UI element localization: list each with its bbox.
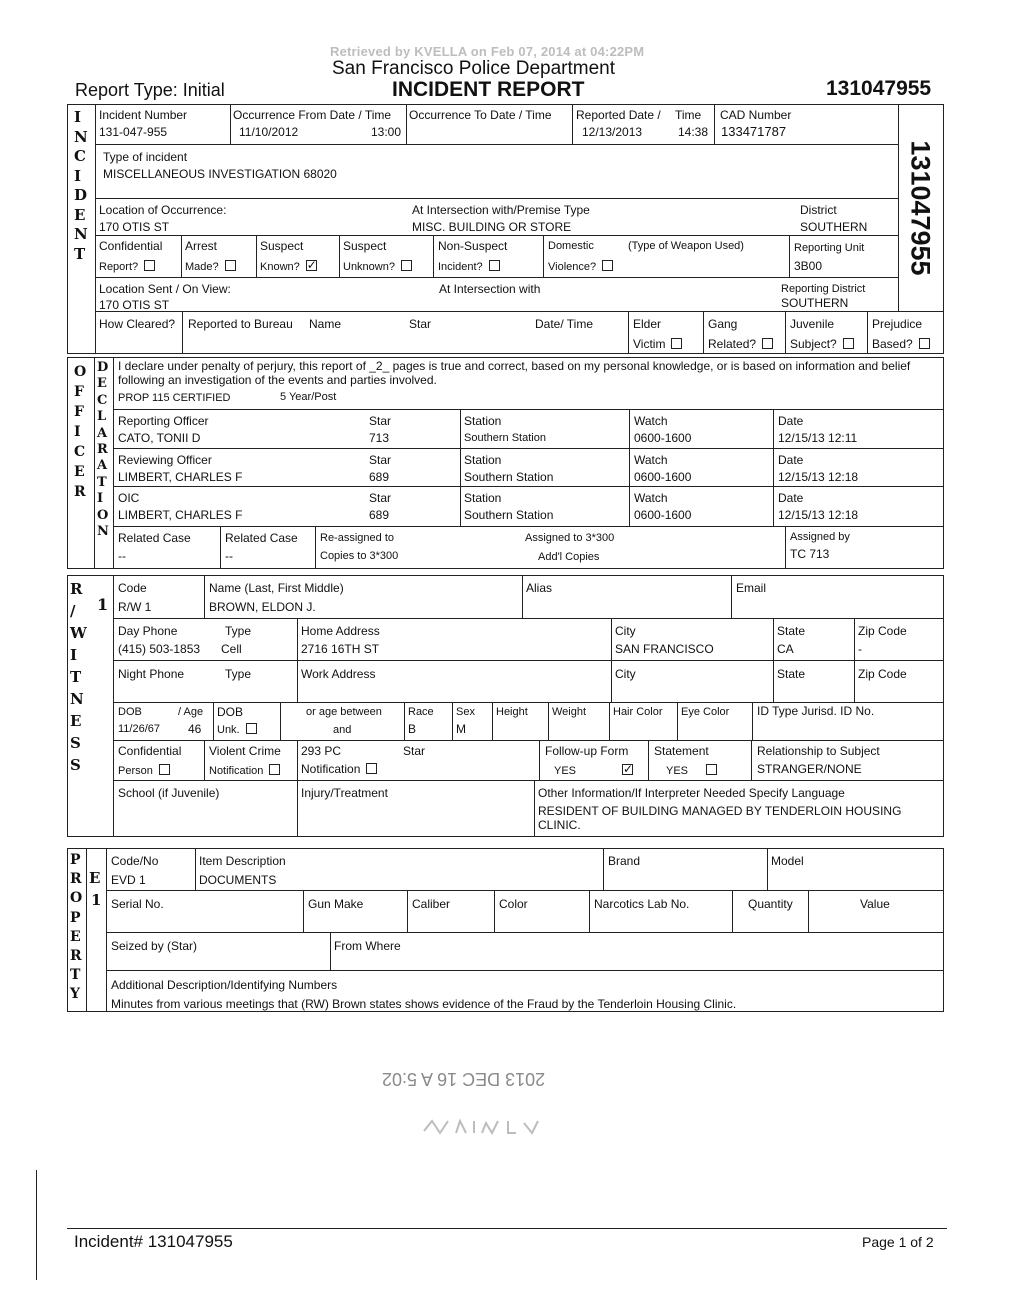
bureau-datetime-label: Date/ Time (535, 317, 594, 331)
juvenile-subject-checkbox[interactable]: Subject? (790, 335, 854, 353)
department-name: San Francisco Police Department (332, 58, 616, 79)
id-type-label: ID Type Jurisd. ID No. (757, 704, 875, 718)
reporting-unit-label: Reporting Unit (794, 242, 865, 254)
reporting-district-label: Reporting District (781, 283, 866, 295)
reported-date-label: Reported Date / (576, 108, 661, 122)
color-label: Color (499, 897, 528, 911)
state-label: State (777, 624, 806, 638)
age-between-label: or age between (306, 706, 382, 718)
declaration-text: I declare under penalty of perjury, this report of _2_ pages is true and correct, based on my personal knowledge, or is based on information and belief (118, 359, 911, 373)
confidential-report-checkbox[interactable]: Report? (99, 258, 155, 276)
suspect-unknown-label: Suspect (343, 239, 387, 253)
age: 46 (188, 722, 202, 736)
footer-incident-number: Incident# 131047955 (74, 1232, 233, 1251)
cad-number: 133471787 (721, 124, 787, 139)
witness-index: 1 (97, 595, 109, 614)
bureau-name-label: Name (309, 317, 342, 331)
arrest-label: Arrest (185, 239, 218, 253)
model-label: Model (771, 854, 804, 868)
incident-type: MISCELLANEOUS INVESTIGATION 68020 (103, 167, 337, 181)
school-label: School (if Juvenile) (118, 786, 220, 800)
witness-name-label: Name (Last, First Middle) (209, 581, 344, 595)
year-post: 5 Year/Post (280, 391, 337, 403)
statement-yes-checkbox[interactable]: YES (666, 762, 717, 780)
additional-description: Minutes from various meetings that (RW) Brown states shows evidence of the Fraud by the Tenderloin Housing Clinic. (111, 997, 737, 1011)
arrest-made-checkbox[interactable]: Made? (185, 258, 236, 276)
assigned-by: TC 713 (790, 547, 830, 561)
additional-description-label: Additional Description/Identifying Numbers (111, 978, 338, 992)
sent-intersection-label: At Intersection with (439, 282, 541, 296)
value-label: Value (860, 897, 890, 911)
home-address: 2716 16TH ST (301, 642, 380, 656)
dob: 11/26/67 (118, 723, 161, 735)
night-phone-label: Night Phone (118, 667, 185, 681)
work-address-label: Work Address (301, 667, 376, 681)
dob-label: DOB (118, 706, 142, 718)
property-code-label: Code/No (111, 854, 159, 868)
faded-stamp-mark (420, 1115, 544, 1141)
additional-copies: Add'l Copies (538, 551, 600, 563)
relationship: STRANGER/NONE (757, 762, 862, 776)
gang-related-checkbox[interactable]: Related? (708, 335, 773, 353)
witness-star-label: Star (403, 744, 426, 758)
caliber-label: Caliber (412, 897, 451, 911)
district-label: District (800, 203, 837, 217)
assigned-by-label: Assigned by (790, 531, 850, 543)
pc-293-label: 293 PC (301, 744, 342, 758)
report-type: Report Type: Initial (75, 80, 225, 100)
non-suspect-incident-checkbox[interactable]: Incident? (438, 258, 500, 276)
prejudice-label: Prejudice (872, 317, 923, 331)
suspect-known-checkbox[interactable]: Known?✓ (260, 258, 317, 276)
statement-label: Statement (654, 744, 709, 758)
dob-unknown-label: DOB (217, 705, 244, 719)
premise-type: MISC. BUILDING OR STORE (412, 220, 572, 234)
sex: M (456, 722, 466, 736)
related-case: -- (118, 549, 126, 563)
reporting-district: SOUTHERN (781, 296, 849, 310)
property-tag: E (89, 869, 101, 887)
other-information-label: Other Information/If Interpreter Needed Specify Language (538, 786, 845, 800)
quantity-label: Quantity (748, 897, 793, 911)
work-zip-label: Zip Code (858, 667, 907, 681)
how-cleared-label: How Cleared? (99, 317, 176, 331)
related-case-label: Related Case (118, 531, 191, 545)
incident-number: 131-047-955 (99, 125, 168, 139)
witness-code: R/W 1 (118, 600, 152, 614)
premise-label: At Intersection with/Premise Type (412, 203, 590, 217)
other-information-2: CLINIC. (538, 818, 581, 832)
elder-victim-checkbox[interactable]: Victim (633, 335, 682, 353)
confidential-person-checkbox[interactable]: Person (118, 762, 170, 780)
item-description: DOCUMENTS (199, 873, 277, 887)
property-section-letters: P R O P E R T Y (70, 852, 83, 1003)
violent-crime-label: Violent Crime (209, 744, 281, 758)
other-information: RESIDENT OF BUILDING MANAGED BY TENDERLOIN HOUSING (538, 804, 902, 818)
non-suspect-label: Non-Suspect (438, 239, 508, 253)
city-label: City (615, 624, 636, 638)
domestic-label: Domestic (548, 240, 594, 252)
location-sent: 170 OTIS ST (99, 298, 170, 312)
hair-color-label: Hair Color (613, 706, 663, 718)
suspect-label: Suspect (260, 239, 304, 253)
juvenile-label: Juvenile (790, 317, 835, 331)
reported-date: 12/13/2013 (582, 125, 643, 139)
age-label: / Age (178, 706, 204, 718)
reassigned-label: Re-assigned to (320, 532, 394, 544)
retrieval-watermark: Retrieved by KVELLA on Feb 07, 2014 at 04:22PM (330, 44, 645, 59)
domestic-violence-checkbox[interactable]: Violence? (548, 258, 613, 276)
height-label: Height (496, 706, 528, 718)
sex-label: Sex (456, 706, 475, 718)
occurrence-to-label: Occurrence To Date / Time (409, 108, 552, 122)
location: 170 OTIS ST (99, 220, 170, 234)
officer-section-letters: O F F I C E R (74, 364, 87, 500)
work-city-label: City (615, 667, 636, 681)
city: SAN FRANCISCO (615, 642, 714, 656)
district: SOUTHERN (800, 220, 868, 234)
page-title: INCIDENT REPORT (392, 78, 585, 101)
received-stamp: 2013 DEC 16 A 5:02 (382, 1069, 546, 1089)
occurrence-from-time: 13:00 (371, 125, 402, 139)
day-phone-type-label: Type (225, 624, 252, 638)
reported-time-label: Time (675, 108, 702, 122)
brand-label: Brand (608, 854, 641, 868)
report-number: 131047955 (826, 77, 932, 100)
witness-section-letters: R / W I T N E S S (70, 580, 87, 774)
alias-label: Alias (526, 581, 553, 595)
witness-confidential-label: Confidential (118, 744, 182, 758)
vertical-report-number: 131047955 (905, 140, 936, 276)
cad-number-label: CAD Number (720, 108, 792, 122)
incident-number-label: Incident Number (99, 108, 188, 122)
occurrence-from-date: 11/10/2012 (239, 125, 299, 139)
injury-treatment-label: Injury/Treatment (301, 786, 388, 800)
reported-to-bureau-label: Reported to Bureau (188, 317, 293, 331)
race: B (408, 722, 417, 736)
gun-make-label: Gun Make (308, 897, 364, 911)
reported-time: 14:38 (678, 125, 709, 139)
occurrence-from-label: Occurrence From Date / Time (233, 108, 392, 122)
witness-name: BROWN, ELDON J. (209, 600, 316, 614)
declaration-text-2: following an investigation of the events and parties involved. (118, 373, 437, 387)
prejudice-based-checkbox[interactable]: Based? (872, 335, 930, 353)
serial-label: Serial No. (111, 897, 164, 911)
day-phone: (415) 503-1853 (118, 642, 201, 656)
weight-label: Weight (552, 706, 587, 718)
item-description-label: Item Description (199, 854, 286, 868)
narcotics-lab-label: Narcotics Lab No. (594, 897, 690, 911)
prop-115: PROP 115 CERTIFIED (118, 392, 231, 404)
related-case-2: -- (225, 549, 233, 563)
related-case-2-label: Related Case (225, 531, 298, 545)
property-index: 1 (91, 891, 102, 909)
follow-up-form-label: Follow-up Form (545, 744, 629, 758)
location-label: Location of Occurrence: (99, 203, 227, 217)
from-where-label: From Where (334, 939, 401, 953)
declaration-section-letters: D E C L A R A T I O N (97, 360, 109, 540)
violent-crime-notification-checkbox[interactable]: Notification (209, 762, 280, 780)
seized-by-label: Seized by (Star) (111, 939, 198, 953)
day-phone-type: Cell (221, 642, 242, 656)
confidential-label: Confidential (99, 239, 163, 253)
follow-up-yes-checkbox[interactable]: YES✓ (554, 762, 633, 780)
zip-label: Zip Code (858, 624, 907, 638)
day-phone-label: Day Phone (118, 624, 178, 638)
weapon-type-label: (Type of Weapon Used) (628, 240, 744, 252)
night-phone-type-label: Type (225, 667, 252, 681)
relationship-label: Relationship to Subject (757, 744, 880, 758)
witness-code-label: Code (118, 581, 147, 595)
suspect-unknown-checkbox[interactable]: Unknown? (343, 258, 412, 276)
email-label: Email (736, 581, 767, 595)
page-number: Page 1 of 2 (862, 1234, 934, 1250)
assigned-to: Assigned to 3*300 (525, 532, 615, 544)
incident-type-label: Type of incident (103, 150, 188, 164)
bureau-star-label: Star (409, 317, 432, 331)
age-and-label: and (333, 724, 352, 736)
dob-unknown-checkbox[interactable]: Unk. (217, 721, 257, 739)
location-sent-label: Location Sent / On View: (99, 282, 231, 296)
gang-label: Gang (708, 317, 738, 331)
elder-label: Elder (633, 317, 662, 331)
race-label: Race (408, 706, 434, 718)
eye-color-label: Eye Color (681, 706, 730, 718)
pc-293-notification-checkbox[interactable]: Notification (301, 760, 377, 778)
work-state-label: State (777, 667, 806, 681)
home-address-label: Home Address (301, 624, 380, 638)
reporting-unit: 3B00 (794, 259, 823, 273)
zip: - (858, 642, 862, 656)
incident-section-letters: I N C I D E N T (74, 108, 88, 263)
copies-to: Copies to 3*300 (320, 550, 399, 562)
state: CA (777, 642, 794, 656)
property-code: EVD 1 (111, 873, 146, 887)
